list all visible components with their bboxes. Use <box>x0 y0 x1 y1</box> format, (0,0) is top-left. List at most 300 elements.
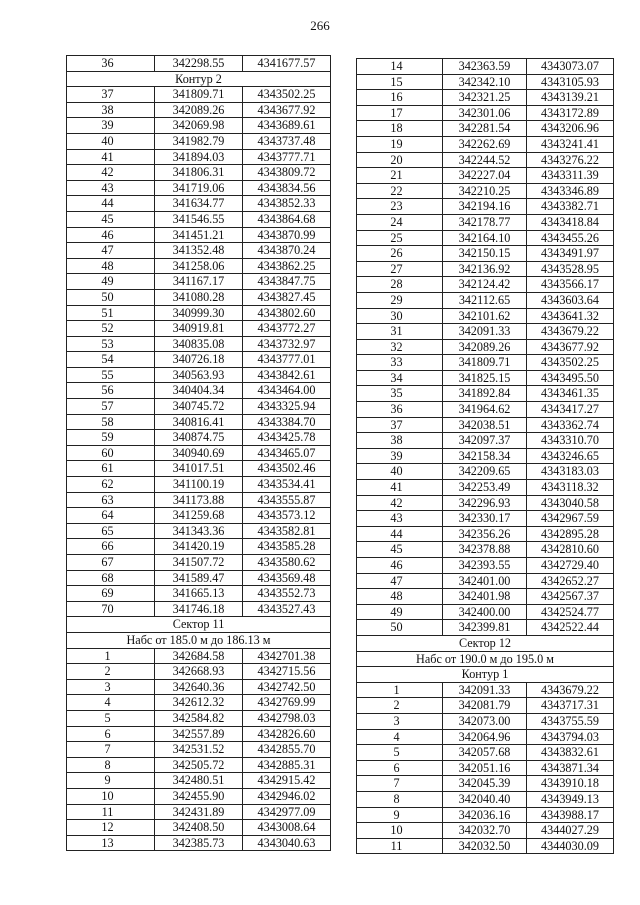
y-coordinate-cell: 4343528.95 <box>527 261 614 277</box>
x-coordinate-cell: 341719.06 <box>155 180 243 196</box>
point-number-cell: 34 <box>357 370 443 386</box>
y-coordinate-cell: 4343362.74 <box>527 417 614 433</box>
y-coordinate-cell: 4343464.00 <box>243 383 331 399</box>
x-coordinate-cell: 342227.04 <box>443 168 527 184</box>
x-coordinate-cell: 342408.50 <box>155 820 243 836</box>
point-number-cell: 63 <box>67 492 155 508</box>
table-row <box>67 227 331 243</box>
table-row <box>67 414 331 430</box>
y-coordinate-cell: 4343864.68 <box>243 211 331 227</box>
y-coordinate-cell: 4343495.50 <box>527 370 614 386</box>
point-number-cell: 7 <box>357 776 443 792</box>
y-coordinate-cell: 4343777.01 <box>243 352 331 368</box>
table-row <box>357 417 614 433</box>
table-row <box>357 277 614 293</box>
table-row <box>67 289 331 305</box>
table-row <box>357 230 614 246</box>
x-coordinate-cell: 342081.79 <box>443 698 527 714</box>
table-row <box>357 136 614 152</box>
x-coordinate-cell: 341809.71 <box>155 87 243 103</box>
y-coordinate-cell: 4343732.97 <box>243 336 331 352</box>
point-number-cell: 12 <box>67 820 155 836</box>
x-coordinate-cell: 342505.72 <box>155 757 243 773</box>
table-row <box>357 292 614 308</box>
table-row <box>357 105 614 121</box>
table-row <box>357 480 614 496</box>
point-number-cell: 44 <box>67 196 155 212</box>
table-row <box>357 620 614 636</box>
y-coordinate-cell: 4343040.58 <box>527 495 614 511</box>
table-row <box>67 102 331 118</box>
x-coordinate-cell: 342036.16 <box>443 807 527 823</box>
point-number-cell: 52 <box>67 321 155 337</box>
x-coordinate-cell: 341017.51 <box>155 461 243 477</box>
y-coordinate-cell: 4343755.59 <box>527 713 614 729</box>
point-number-cell: 21 <box>357 168 443 184</box>
y-coordinate-cell: 4343325.94 <box>243 399 331 415</box>
point-number-cell: 4 <box>67 695 155 711</box>
table-row <box>357 698 614 714</box>
point-number-cell: 58 <box>67 414 155 430</box>
x-coordinate-cell: 342301.06 <box>443 105 527 121</box>
x-coordinate-cell: 341343.36 <box>155 523 243 539</box>
page-number: 266 <box>310 18 330 33</box>
x-coordinate-cell: 341352.48 <box>155 243 243 259</box>
x-coordinate-cell: 340835.08 <box>155 336 243 352</box>
table-row <box>67 461 331 477</box>
y-coordinate-cell: 4343105.93 <box>527 74 614 90</box>
point-number-cell: 68 <box>67 570 155 586</box>
table-row <box>357 713 614 729</box>
point-number-cell: 54 <box>67 352 155 368</box>
x-coordinate-cell: 342684.58 <box>155 648 243 664</box>
point-number-cell: 3 <box>357 713 443 729</box>
table-row <box>67 664 331 680</box>
y-coordinate-cell: 4343569.48 <box>243 570 331 586</box>
section-header: Набс от 190.0 м до 195.0 м <box>357 651 614 667</box>
table-row <box>67 430 331 446</box>
point-number-cell: 55 <box>67 367 155 383</box>
point-number-cell: 39 <box>357 448 443 464</box>
table-row <box>67 477 331 493</box>
y-coordinate-cell: 4343455.26 <box>527 230 614 246</box>
y-coordinate-cell: 4343418.84 <box>527 214 614 230</box>
y-coordinate-cell: 4343603.64 <box>527 292 614 308</box>
x-coordinate-cell: 342385.73 <box>155 835 243 851</box>
table-row <box>357 199 614 215</box>
point-number-cell: 38 <box>67 102 155 118</box>
table-row <box>357 682 614 698</box>
section-header-row <box>357 651 614 667</box>
point-number-cell: 27 <box>357 261 443 277</box>
y-coordinate-cell: 4343677.92 <box>243 102 331 118</box>
table-row <box>357 448 614 464</box>
point-number-cell: 47 <box>357 573 443 589</box>
table-row <box>357 542 614 558</box>
table-row <box>67 149 331 165</box>
y-coordinate-cell: 4343183.03 <box>527 464 614 480</box>
x-coordinate-cell: 341080.28 <box>155 289 243 305</box>
y-coordinate-cell: 4342915.42 <box>243 773 331 789</box>
x-coordinate-cell: 341259.68 <box>155 508 243 524</box>
table-row <box>357 168 614 184</box>
point-number-cell: 22 <box>357 183 443 199</box>
x-coordinate-cell: 342064.96 <box>443 729 527 745</box>
y-coordinate-cell: 4343417.27 <box>527 402 614 418</box>
point-number-cell: 69 <box>67 586 155 602</box>
point-number-cell: 43 <box>67 180 155 196</box>
y-coordinate-cell: 4343276.22 <box>527 152 614 168</box>
x-coordinate-cell: 341589.47 <box>155 570 243 586</box>
x-coordinate-cell: 342399.81 <box>443 620 527 636</box>
table-row <box>67 710 331 726</box>
y-coordinate-cell: 4343870.99 <box>243 227 331 243</box>
section-header: Сектор 12 <box>357 635 614 651</box>
point-number-cell: 70 <box>67 601 155 617</box>
x-coordinate-cell: 342584.82 <box>155 710 243 726</box>
table-row <box>67 523 331 539</box>
y-coordinate-cell: 4342524.77 <box>527 604 614 620</box>
table-row <box>67 820 331 836</box>
x-coordinate-cell: 340563.93 <box>155 367 243 383</box>
table-row <box>67 757 331 773</box>
x-coordinate-cell: 341167.17 <box>155 274 243 290</box>
point-number-cell: 19 <box>357 136 443 152</box>
table-row <box>67 243 331 259</box>
table-row <box>357 121 614 137</box>
section-header-row <box>67 632 331 648</box>
table-row <box>67 274 331 290</box>
coordinates-table-right <box>356 58 614 854</box>
x-coordinate-cell: 342253.49 <box>443 480 527 496</box>
table-row <box>67 352 331 368</box>
y-coordinate-cell: 4343827.45 <box>243 289 331 305</box>
point-number-cell: 66 <box>67 539 155 555</box>
y-coordinate-cell: 4343502.25 <box>243 87 331 103</box>
point-number-cell: 1 <box>357 682 443 698</box>
table-row <box>67 180 331 196</box>
point-number-cell: 32 <box>357 339 443 355</box>
x-coordinate-cell: 341809.71 <box>443 355 527 371</box>
y-coordinate-cell: 4344030.09 <box>527 838 614 854</box>
x-coordinate-cell: 341173.88 <box>155 492 243 508</box>
x-coordinate-cell: 342150.15 <box>443 246 527 262</box>
table-row <box>67 570 331 586</box>
table-row <box>67 586 331 602</box>
table-row <box>67 773 331 789</box>
point-number-cell: 7 <box>67 742 155 758</box>
point-number-cell: 13 <box>67 835 155 851</box>
point-number-cell: 64 <box>67 508 155 524</box>
y-coordinate-cell: 4344027.29 <box>527 823 614 839</box>
point-number-cell: 15 <box>357 74 443 90</box>
point-number-cell: 50 <box>67 289 155 305</box>
x-coordinate-cell: 342038.51 <box>443 417 527 433</box>
x-coordinate-cell: 342612.32 <box>155 695 243 711</box>
y-coordinate-cell: 4343465.07 <box>243 445 331 461</box>
point-number-cell: 40 <box>67 133 155 149</box>
y-coordinate-cell: 4343832.61 <box>527 745 614 761</box>
y-coordinate-cell: 4343527.43 <box>243 601 331 617</box>
x-coordinate-cell: 341258.06 <box>155 258 243 274</box>
table-row <box>357 90 614 106</box>
x-coordinate-cell: 341451.21 <box>155 227 243 243</box>
x-coordinate-cell: 342531.52 <box>155 742 243 758</box>
y-coordinate-cell: 4343802.60 <box>243 305 331 321</box>
point-number-cell: 49 <box>357 604 443 620</box>
point-number-cell: 25 <box>357 230 443 246</box>
x-coordinate-cell: 342178.77 <box>443 214 527 230</box>
point-number-cell: 42 <box>67 165 155 181</box>
table-row <box>67 835 331 851</box>
coordinates-table-left <box>66 55 331 851</box>
x-coordinate-cell: 342455.90 <box>155 788 243 804</box>
x-coordinate-cell: 342136.92 <box>443 261 527 277</box>
table-row <box>357 339 614 355</box>
section-header: Набс от 185.0 м до 186.13 м <box>67 632 331 648</box>
section-header: Сектор 11 <box>67 617 331 633</box>
y-coordinate-cell: 4342798.03 <box>243 710 331 726</box>
point-number-cell: 65 <box>67 523 155 539</box>
y-coordinate-cell: 4342701.38 <box>243 648 331 664</box>
y-coordinate-cell: 4343573.12 <box>243 508 331 524</box>
y-coordinate-cell: 4343679.22 <box>527 682 614 698</box>
table-row <box>67 305 331 321</box>
y-coordinate-cell: 4343384.70 <box>243 414 331 430</box>
y-coordinate-cell: 4343910.18 <box>527 776 614 792</box>
y-coordinate-cell: 4343949.13 <box>527 791 614 807</box>
point-number-cell: 45 <box>357 542 443 558</box>
table-row <box>357 558 614 574</box>
table-row <box>357 495 614 511</box>
table-row <box>67 118 331 134</box>
point-number-cell: 5 <box>357 745 443 761</box>
point-number-cell: 28 <box>357 277 443 293</box>
x-coordinate-cell: 342244.52 <box>443 152 527 168</box>
x-coordinate-cell: 341420.19 <box>155 539 243 555</box>
x-coordinate-cell: 342378.88 <box>443 542 527 558</box>
point-number-cell: 45 <box>67 211 155 227</box>
y-coordinate-cell: 4343870.24 <box>243 243 331 259</box>
x-coordinate-cell: 341634.77 <box>155 196 243 212</box>
point-number-cell: 50 <box>357 620 443 636</box>
table-row <box>67 726 331 742</box>
table-row <box>357 823 614 839</box>
y-coordinate-cell: 4343502.46 <box>243 461 331 477</box>
x-coordinate-cell: 342296.93 <box>443 495 527 511</box>
y-coordinate-cell: 4343717.31 <box>527 698 614 714</box>
table-row <box>357 74 614 90</box>
x-coordinate-cell: 340874.75 <box>155 430 243 446</box>
point-number-cell: 14 <box>357 59 443 75</box>
x-coordinate-cell: 342089.26 <box>443 339 527 355</box>
y-coordinate-cell: 4343118.32 <box>527 480 614 496</box>
x-coordinate-cell: 342298.55 <box>155 56 243 72</box>
y-coordinate-cell: 4342652.27 <box>527 573 614 589</box>
x-coordinate-cell: 342400.00 <box>443 604 527 620</box>
point-number-cell: 40 <box>357 464 443 480</box>
y-coordinate-cell: 4343847.75 <box>243 274 331 290</box>
point-number-cell: 43 <box>357 511 443 527</box>
x-coordinate-cell: 342401.98 <box>443 589 527 605</box>
x-coordinate-cell: 341546.55 <box>155 211 243 227</box>
point-number-cell: 17 <box>357 105 443 121</box>
x-coordinate-cell: 342158.34 <box>443 448 527 464</box>
point-number-cell: 4 <box>357 729 443 745</box>
y-coordinate-cell: 4343491.97 <box>527 246 614 262</box>
x-coordinate-cell: 342069.98 <box>155 118 243 134</box>
table-row <box>357 511 614 527</box>
y-coordinate-cell: 4343794.03 <box>527 729 614 745</box>
point-number-cell: 62 <box>67 477 155 493</box>
point-number-cell: 42 <box>357 495 443 511</box>
table-row <box>357 838 614 854</box>
point-number-cell: 35 <box>357 386 443 402</box>
section-header: Контур 1 <box>357 667 614 683</box>
point-number-cell: 11 <box>67 804 155 820</box>
section-header: Контур 2 <box>67 71 331 87</box>
table-row <box>357 355 614 371</box>
y-coordinate-cell: 4343566.17 <box>527 277 614 293</box>
section-header-row <box>67 617 331 633</box>
table-row <box>67 336 331 352</box>
x-coordinate-cell: 340999.30 <box>155 305 243 321</box>
y-coordinate-cell: 4341677.57 <box>243 56 331 72</box>
table-row <box>357 729 614 745</box>
table-row <box>67 196 331 212</box>
point-number-cell: 61 <box>67 461 155 477</box>
table-row <box>67 258 331 274</box>
table-row <box>357 308 614 324</box>
y-coordinate-cell: 4342946.02 <box>243 788 331 804</box>
table-row <box>357 246 614 262</box>
table-row <box>357 59 614 75</box>
x-coordinate-cell: 342480.51 <box>155 773 243 789</box>
y-coordinate-cell: 4343809.72 <box>243 165 331 181</box>
y-coordinate-cell: 4342769.99 <box>243 695 331 711</box>
table-row <box>67 508 331 524</box>
x-coordinate-cell: 342321.25 <box>443 90 527 106</box>
x-coordinate-cell: 342112.65 <box>443 292 527 308</box>
table-row <box>67 648 331 664</box>
y-coordinate-cell: 4343585.28 <box>243 539 331 555</box>
y-coordinate-cell: 4343502.25 <box>527 355 614 371</box>
table-row <box>357 261 614 277</box>
x-coordinate-cell: 342101.62 <box>443 308 527 324</box>
point-number-cell: 51 <box>67 305 155 321</box>
point-number-cell: 2 <box>357 698 443 714</box>
x-coordinate-cell: 340816.41 <box>155 414 243 430</box>
x-coordinate-cell: 342262.69 <box>443 136 527 152</box>
y-coordinate-cell: 4343677.92 <box>527 339 614 355</box>
x-coordinate-cell: 342089.26 <box>155 102 243 118</box>
point-number-cell: 1 <box>67 648 155 664</box>
table-row <box>67 367 331 383</box>
x-coordinate-cell: 342330.17 <box>443 511 527 527</box>
section-header-row <box>67 71 331 87</box>
y-coordinate-cell: 4343206.96 <box>527 121 614 137</box>
table-row <box>357 745 614 761</box>
point-number-cell: 39 <box>67 118 155 134</box>
x-coordinate-cell: 342668.93 <box>155 664 243 680</box>
x-coordinate-cell: 342057.68 <box>443 745 527 761</box>
y-coordinate-cell: 4342715.56 <box>243 664 331 680</box>
point-number-cell: 6 <box>357 760 443 776</box>
y-coordinate-cell: 4343008.64 <box>243 820 331 836</box>
y-coordinate-cell: 4342967.59 <box>527 511 614 527</box>
point-number-cell: 10 <box>357 823 443 839</box>
y-coordinate-cell: 4343582.81 <box>243 523 331 539</box>
y-coordinate-cell: 4343172.89 <box>527 105 614 121</box>
table-row <box>357 402 614 418</box>
point-number-cell: 48 <box>357 589 443 605</box>
x-coordinate-cell: 341507.72 <box>155 555 243 571</box>
y-coordinate-cell: 4342729.40 <box>527 558 614 574</box>
table-row <box>67 445 331 461</box>
y-coordinate-cell: 4343834.56 <box>243 180 331 196</box>
x-coordinate-cell: 342045.39 <box>443 776 527 792</box>
table-row <box>357 183 614 199</box>
x-coordinate-cell: 342640.36 <box>155 679 243 695</box>
y-coordinate-cell: 4342885.31 <box>243 757 331 773</box>
y-coordinate-cell: 4343862.25 <box>243 258 331 274</box>
x-coordinate-cell: 341746.18 <box>155 601 243 617</box>
point-number-cell: 8 <box>357 791 443 807</box>
x-coordinate-cell: 342040.40 <box>443 791 527 807</box>
x-coordinate-cell: 342091.33 <box>443 682 527 698</box>
y-coordinate-cell: 4343988.17 <box>527 807 614 823</box>
point-number-cell: 26 <box>357 246 443 262</box>
table-row <box>357 776 614 792</box>
point-number-cell: 10 <box>67 788 155 804</box>
table-row <box>357 526 614 542</box>
x-coordinate-cell: 342032.50 <box>443 838 527 854</box>
table-row <box>357 464 614 480</box>
x-coordinate-cell: 342032.70 <box>443 823 527 839</box>
table-row <box>357 386 614 402</box>
point-number-cell: 29 <box>357 292 443 308</box>
point-number-cell: 67 <box>67 555 155 571</box>
y-coordinate-cell: 4342895.28 <box>527 526 614 542</box>
x-coordinate-cell: 342393.55 <box>443 558 527 574</box>
y-coordinate-cell: 4343461.35 <box>527 386 614 402</box>
point-number-cell: 49 <box>67 274 155 290</box>
y-coordinate-cell: 4343310.70 <box>527 433 614 449</box>
table-row <box>67 555 331 571</box>
y-coordinate-cell: 4343871.34 <box>527 760 614 776</box>
x-coordinate-cell: 341665.13 <box>155 586 243 602</box>
x-coordinate-cell: 341806.31 <box>155 165 243 181</box>
table-row <box>67 133 331 149</box>
x-coordinate-cell: 341892.84 <box>443 386 527 402</box>
point-number-cell: 23 <box>357 199 443 215</box>
x-coordinate-cell: 341982.79 <box>155 133 243 149</box>
x-coordinate-cell: 342557.89 <box>155 726 243 742</box>
y-coordinate-cell: 4343382.71 <box>527 199 614 215</box>
y-coordinate-cell: 4342522.44 <box>527 620 614 636</box>
y-coordinate-cell: 4343552.73 <box>243 586 331 602</box>
x-coordinate-cell: 342164.10 <box>443 230 527 246</box>
point-number-cell: 59 <box>67 430 155 446</box>
point-number-cell: 31 <box>357 324 443 340</box>
y-coordinate-cell: 4342855.70 <box>243 742 331 758</box>
point-number-cell: 3 <box>67 679 155 695</box>
x-coordinate-cell: 342124.42 <box>443 277 527 293</box>
table-row <box>357 589 614 605</box>
x-coordinate-cell: 342073.00 <box>443 713 527 729</box>
y-coordinate-cell: 4342826.60 <box>243 726 331 742</box>
y-coordinate-cell: 4343679.22 <box>527 324 614 340</box>
